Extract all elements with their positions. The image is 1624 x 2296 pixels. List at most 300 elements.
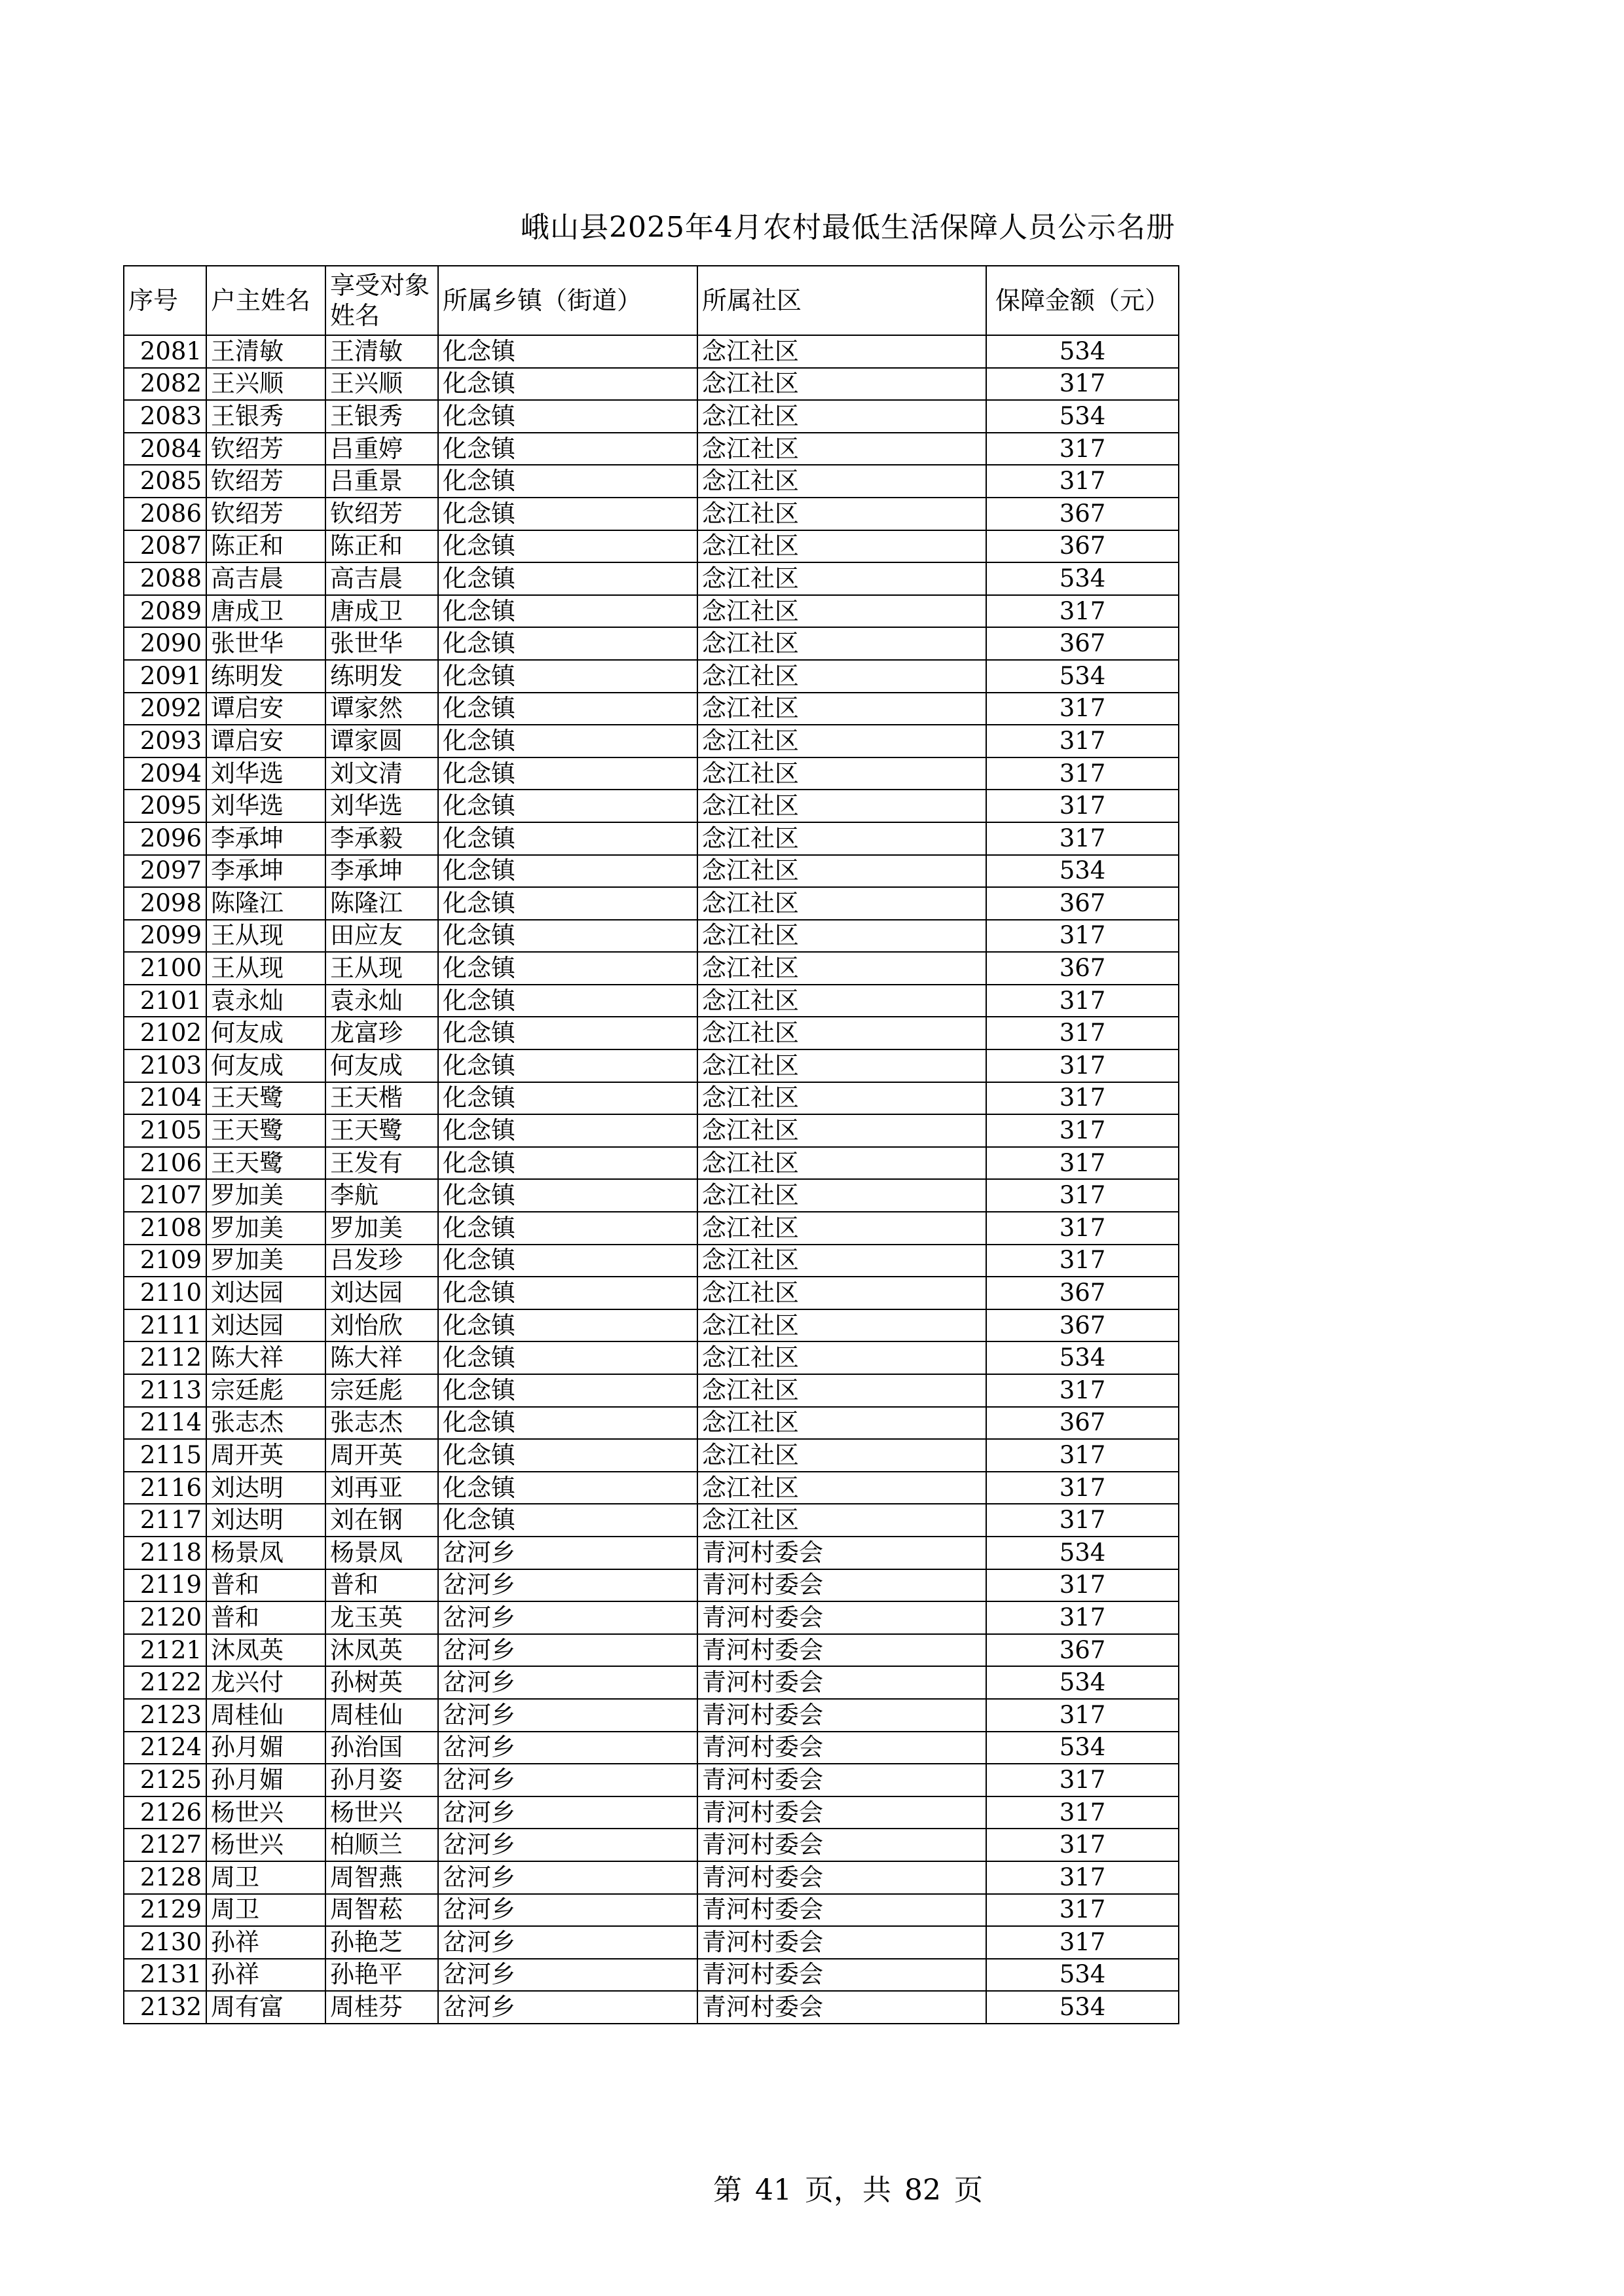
cell-town: 化念镇: [438, 1147, 697, 1180]
cell-community: 青河村委会: [697, 1601, 986, 1634]
cell-town: 化念镇: [438, 1017, 697, 1049]
cell-town: 化念镇: [438, 920, 697, 953]
cell-household-head: 钦绍芳: [206, 498, 325, 530]
cell-community: 念江社区: [697, 1504, 986, 1537]
cell-household-head: 刘达园: [206, 1309, 325, 1342]
cell-community: 念江社区: [697, 562, 986, 595]
header-community: 所属社区: [697, 266, 986, 335]
table-row: [124, 1732, 1179, 1764]
cell-amount: 317: [986, 465, 1179, 498]
cell-beneficiary: 刘再亚: [325, 1472, 438, 1504]
cell-household-head: 王天鹭: [206, 1147, 325, 1180]
table-row: [124, 1537, 1179, 1569]
cell-seq: 2084: [124, 433, 206, 465]
header-town: 所属乡镇（街道）: [438, 266, 697, 335]
cell-seq: 2092: [124, 693, 206, 725]
cell-beneficiary: 孙树英: [325, 1666, 438, 1699]
cell-seq: 2087: [124, 530, 206, 563]
cell-household-head: 周有富: [206, 1991, 325, 2024]
table-row: [124, 1829, 1179, 1861]
table-row: [124, 1017, 1179, 1049]
cell-household-head: 钦绍芳: [206, 465, 325, 498]
cell-seq: 2112: [124, 1341, 206, 1374]
cell-amount: 367: [986, 530, 1179, 563]
cell-household-head: 普和: [206, 1569, 325, 1602]
cell-seq: 2106: [124, 1147, 206, 1180]
cell-beneficiary: 杨世兴: [325, 1796, 438, 1829]
cell-town: 化念镇: [438, 335, 697, 368]
table-row: [124, 1894, 1179, 1927]
cell-seq: 2114: [124, 1407, 206, 1440]
cell-household-head: 陈大祥: [206, 1341, 325, 1374]
cell-seq: 2099: [124, 920, 206, 953]
cell-amount: 534: [986, 335, 1179, 368]
cell-beneficiary: 周桂仙: [325, 1699, 438, 1732]
cell-beneficiary: 王从现: [325, 952, 438, 985]
cell-amount: 317: [986, 985, 1179, 1017]
cell-community: 念江社区: [697, 400, 986, 433]
cell-seq: 2113: [124, 1374, 206, 1407]
cell-household-head: 杨世兴: [206, 1796, 325, 1829]
table-row: [124, 920, 1179, 953]
cell-community: 念江社区: [697, 1082, 986, 1115]
cell-household-head: 何友成: [206, 1017, 325, 1049]
cell-seq: 2088: [124, 562, 206, 595]
cell-household-head: 孙月媚: [206, 1764, 325, 1796]
table-row: [124, 725, 1179, 757]
cell-amount: 317: [986, 822, 1179, 855]
cell-amount: 367: [986, 1634, 1179, 1667]
cell-seq: 2100: [124, 952, 206, 985]
cell-community: 念江社区: [697, 920, 986, 953]
cell-community: 念江社区: [697, 1017, 986, 1049]
cell-community: 青河村委会: [697, 1894, 986, 1927]
cell-household-head: 杨景凤: [206, 1537, 325, 1569]
table-row: [124, 465, 1179, 498]
cell-town: 岔河乡: [438, 1537, 697, 1569]
cell-amount: 317: [986, 1245, 1179, 1277]
table-row: [124, 1407, 1179, 1440]
table-row: [124, 1049, 1179, 1082]
cell-town: 岔河乡: [438, 1861, 697, 1894]
table-row: [124, 1569, 1179, 1602]
cell-seq: 2126: [124, 1796, 206, 1829]
cell-household-head: 普和: [206, 1601, 325, 1634]
cell-amount: 534: [986, 1732, 1179, 1764]
cell-beneficiary: 王银秀: [325, 400, 438, 433]
cell-community: 念江社区: [697, 1472, 986, 1504]
cell-beneficiary: 刘文清: [325, 757, 438, 790]
cell-household-head: 刘达明: [206, 1504, 325, 1537]
cell-household-head: 孙祥: [206, 1959, 325, 1992]
cell-beneficiary: 练明发: [325, 660, 438, 693]
cell-household-head: 张世华: [206, 627, 325, 660]
cell-community: 青河村委会: [697, 1861, 986, 1894]
cell-town: 岔河乡: [438, 1732, 697, 1764]
cell-town: 化念镇: [438, 985, 697, 1017]
table-row: [124, 1082, 1179, 1115]
cell-town: 化念镇: [438, 822, 697, 855]
cell-beneficiary: 刘达园: [325, 1277, 438, 1309]
cell-household-head: 周卫: [206, 1861, 325, 1894]
cell-town: 化念镇: [438, 465, 697, 498]
table-row: [124, 1504, 1179, 1537]
table-header: [124, 266, 1179, 335]
cell-town: 岔河乡: [438, 1796, 697, 1829]
cell-town: 岔河乡: [438, 1569, 697, 1602]
cell-community: 念江社区: [697, 1277, 986, 1309]
table-row: [124, 855, 1179, 888]
cell-beneficiary: 陈隆江: [325, 887, 438, 920]
cell-beneficiary: 李承毅: [325, 822, 438, 855]
cell-community: 念江社区: [697, 1114, 986, 1147]
cell-seq: 2110: [124, 1277, 206, 1309]
cell-beneficiary: 吕发珍: [325, 1245, 438, 1277]
cell-seq: 2098: [124, 887, 206, 920]
header-beneficiary: 享受对象姓名: [325, 266, 438, 335]
table-row: [124, 627, 1179, 660]
cell-amount: 317: [986, 1504, 1179, 1537]
cell-amount: 367: [986, 498, 1179, 530]
table-row: [124, 335, 1179, 368]
table-row: [124, 1212, 1179, 1245]
cell-beneficiary: 龙富珍: [325, 1017, 438, 1049]
table-row: [124, 530, 1179, 563]
cell-household-head: 周开英: [206, 1439, 325, 1472]
cell-beneficiary: 王天楷: [325, 1082, 438, 1115]
cell-town: 化念镇: [438, 1504, 697, 1537]
cell-household-head: 宗廷彪: [206, 1374, 325, 1407]
cell-seq: 2132: [124, 1991, 206, 2024]
cell-beneficiary: 刘怡欣: [325, 1309, 438, 1342]
table-row: [124, 822, 1179, 855]
table-row: [124, 433, 1179, 465]
cell-beneficiary: 柏顺兰: [325, 1829, 438, 1861]
cell-amount: 534: [986, 660, 1179, 693]
cell-household-head: 王从现: [206, 920, 325, 953]
cell-community: 念江社区: [697, 1309, 986, 1342]
table-row: [124, 1634, 1179, 1667]
cell-seq: 2102: [124, 1017, 206, 1049]
table-row: [124, 1341, 1179, 1374]
cell-town: 化念镇: [438, 1245, 697, 1277]
cell-town: 化念镇: [438, 1212, 697, 1245]
cell-community: 念江社区: [697, 855, 986, 888]
header-amount: 保障金额（元）: [986, 266, 1179, 335]
cell-community: 念江社区: [697, 1341, 986, 1374]
table-row: [124, 887, 1179, 920]
cell-town: 化念镇: [438, 1082, 697, 1115]
table-row: [124, 1959, 1179, 1992]
cell-town: 化念镇: [438, 1341, 697, 1374]
header-seq: 序号: [124, 266, 206, 335]
cell-seq: 2094: [124, 757, 206, 790]
cell-beneficiary: 李航: [325, 1179, 438, 1212]
cell-community: 念江社区: [697, 433, 986, 465]
cell-community: 念江社区: [697, 725, 986, 757]
table-row: [124, 1245, 1179, 1277]
cell-amount: 317: [986, 433, 1179, 465]
table-row: [124, 1796, 1179, 1829]
cell-seq: 2128: [124, 1861, 206, 1894]
cell-amount: 367: [986, 1277, 1179, 1309]
cell-community: 青河村委会: [697, 1569, 986, 1602]
page-footer: 第 41 页，共 82 页: [713, 2174, 983, 2207]
cell-household-head: 刘达明: [206, 1472, 325, 1504]
cell-beneficiary: 谭家圆: [325, 725, 438, 757]
cell-community: 念江社区: [697, 660, 986, 693]
cell-amount: 317: [986, 1699, 1179, 1732]
cell-beneficiary: 杨景凤: [325, 1537, 438, 1569]
cell-beneficiary: 高吉晨: [325, 562, 438, 595]
cell-community: 青河村委会: [697, 1829, 986, 1861]
cell-household-head: 陈正和: [206, 530, 325, 563]
cell-beneficiary: 唐成卫: [325, 595, 438, 628]
cell-community: 念江社区: [697, 368, 986, 401]
table-row: [124, 1601, 1179, 1634]
cell-seq: 2118: [124, 1537, 206, 1569]
cell-community: 念江社区: [697, 530, 986, 563]
cell-amount: 317: [986, 595, 1179, 628]
cell-town: 岔河乡: [438, 1991, 697, 2024]
table-row: [124, 1926, 1179, 1959]
cell-community: 念江社区: [697, 1179, 986, 1212]
cell-household-head: 王天鹭: [206, 1114, 325, 1147]
cell-town: 化念镇: [438, 1049, 697, 1082]
cell-household-head: 王天鹭: [206, 1082, 325, 1115]
cell-seq: 2131: [124, 1959, 206, 1992]
cell-household-head: 孙祥: [206, 1926, 325, 1959]
cell-amount: 317: [986, 1114, 1179, 1147]
table-row: [124, 660, 1179, 693]
cell-amount: 534: [986, 1959, 1179, 1992]
table-row: [124, 1179, 1179, 1212]
cell-community: 念江社区: [697, 1212, 986, 1245]
cell-amount: 317: [986, 1179, 1179, 1212]
cell-household-head: 王从现: [206, 952, 325, 985]
cell-community: 念江社区: [697, 1374, 986, 1407]
cell-town: 化念镇: [438, 1277, 697, 1309]
cell-town: 岔河乡: [438, 1959, 697, 1992]
cell-amount: 317: [986, 1472, 1179, 1504]
header-household-head: 户主姓名: [206, 266, 325, 335]
cell-beneficiary: 王天鹭: [325, 1114, 438, 1147]
cell-household-head: 钦绍芳: [206, 433, 325, 465]
table-row: [124, 1309, 1179, 1342]
cell-amount: 317: [986, 368, 1179, 401]
cell-town: 化念镇: [438, 1374, 697, 1407]
cell-household-head: 周卫: [206, 1894, 325, 1927]
cell-town: 化念镇: [438, 952, 697, 985]
cell-town: 岔河乡: [438, 1894, 697, 1927]
cell-seq: 2115: [124, 1439, 206, 1472]
cell-household-head: 罗加美: [206, 1245, 325, 1277]
cell-community: 念江社区: [697, 498, 986, 530]
cell-town: 化念镇: [438, 368, 697, 401]
cell-beneficiary: 陈正和: [325, 530, 438, 563]
cell-seq: 2081: [124, 335, 206, 368]
table-row: [124, 1991, 1179, 2024]
cell-community: 念江社区: [697, 1439, 986, 1472]
cell-community: 青河村委会: [697, 1732, 986, 1764]
table-row: [124, 498, 1179, 530]
cell-amount: 367: [986, 627, 1179, 660]
cell-seq: 2104: [124, 1082, 206, 1115]
cell-town: 化念镇: [438, 1114, 697, 1147]
cell-amount: 317: [986, 790, 1179, 822]
cell-community: 青河村委会: [697, 1991, 986, 2024]
cell-amount: 367: [986, 952, 1179, 985]
page-title: 峨山县2025年4月农村最低生活保障人员公示名册: [521, 211, 1175, 244]
cell-town: 化念镇: [438, 530, 697, 563]
cell-town: 化念镇: [438, 1309, 697, 1342]
cell-household-head: 李承坤: [206, 855, 325, 888]
cell-community: 念江社区: [697, 1407, 986, 1440]
cell-community: 念江社区: [697, 790, 986, 822]
cell-community: 青河村委会: [697, 1926, 986, 1959]
cell-beneficiary: 刘华选: [325, 790, 438, 822]
cell-seq: 2096: [124, 822, 206, 855]
table-row: [124, 790, 1179, 822]
cell-seq: 2124: [124, 1732, 206, 1764]
table-row: [124, 595, 1179, 628]
table-row: [124, 1147, 1179, 1180]
cell-amount: 317: [986, 1212, 1179, 1245]
cell-seq: 2116: [124, 1472, 206, 1504]
cell-household-head: 罗加美: [206, 1179, 325, 1212]
cell-community: 青河村委会: [697, 1959, 986, 1992]
cell-seq: 2095: [124, 790, 206, 822]
cell-amount: 317: [986, 920, 1179, 953]
cell-amount: 317: [986, 1926, 1179, 1959]
cell-seq: 2097: [124, 855, 206, 888]
cell-community: 青河村委会: [697, 1666, 986, 1699]
cell-beneficiary: 张世华: [325, 627, 438, 660]
cell-household-head: 刘华选: [206, 757, 325, 790]
table-row: [124, 757, 1179, 790]
cell-beneficiary: 孙月姿: [325, 1764, 438, 1796]
cell-amount: 317: [986, 1374, 1179, 1407]
cell-beneficiary: 龙玉英: [325, 1601, 438, 1634]
cell-town: 化念镇: [438, 725, 697, 757]
cell-household-head: 谭启安: [206, 693, 325, 725]
cell-amount: 317: [986, 1764, 1179, 1796]
cell-seq: 2090: [124, 627, 206, 660]
cell-beneficiary: 周智菘: [325, 1894, 438, 1927]
cell-beneficiary: 张志杰: [325, 1407, 438, 1440]
cell-amount: 534: [986, 1991, 1179, 2024]
cell-town: 岔河乡: [438, 1699, 697, 1732]
cell-seq: 2111: [124, 1309, 206, 1342]
table-row: [124, 1114, 1179, 1147]
cell-beneficiary: 袁永灿: [325, 985, 438, 1017]
table-row: [124, 1764, 1179, 1796]
table-row: [124, 1666, 1179, 1699]
cell-seq: 2101: [124, 985, 206, 1017]
cell-household-head: 刘达园: [206, 1277, 325, 1309]
cell-town: 岔河乡: [438, 1926, 697, 1959]
cell-seq: 2117: [124, 1504, 206, 1537]
cell-beneficiary: 罗加美: [325, 1212, 438, 1245]
cell-household-head: 张志杰: [206, 1407, 325, 1440]
cell-town: 化念镇: [438, 660, 697, 693]
cell-seq: 2107: [124, 1179, 206, 1212]
cell-seq: 2123: [124, 1699, 206, 1732]
cell-beneficiary: 孙艳平: [325, 1959, 438, 1992]
cell-town: 岔河乡: [438, 1666, 697, 1699]
cell-town: 化念镇: [438, 433, 697, 465]
cell-amount: 534: [986, 562, 1179, 595]
table-row: [124, 562, 1179, 595]
cell-household-head: 唐成卫: [206, 595, 325, 628]
cell-amount: 534: [986, 855, 1179, 888]
cell-town: 岔河乡: [438, 1764, 697, 1796]
cell-seq: 2108: [124, 1212, 206, 1245]
cell-community: 念江社区: [697, 465, 986, 498]
cell-amount: 534: [986, 1341, 1179, 1374]
cell-community: 青河村委会: [697, 1764, 986, 1796]
cell-town: 岔河乡: [438, 1829, 697, 1861]
cell-community: 念江社区: [697, 693, 986, 725]
cell-amount: 317: [986, 693, 1179, 725]
cell-town: 化念镇: [438, 400, 697, 433]
table-row: [124, 368, 1179, 401]
cell-seq: 2103: [124, 1049, 206, 1082]
cell-beneficiary: 王发有: [325, 1147, 438, 1180]
table-row: [124, 400, 1179, 433]
cell-town: 岔河乡: [438, 1601, 697, 1634]
cell-household-head: 王清敏: [206, 335, 325, 368]
cell-town: 化念镇: [438, 1439, 697, 1472]
cell-community: 念江社区: [697, 1049, 986, 1082]
cell-amount: 367: [986, 887, 1179, 920]
cell-beneficiary: 王清敏: [325, 335, 438, 368]
table-row: [124, 1277, 1179, 1309]
cell-beneficiary: 周智燕: [325, 1861, 438, 1894]
cell-household-head: 练明发: [206, 660, 325, 693]
cell-household-head: 龙兴付: [206, 1666, 325, 1699]
cell-community: 念江社区: [697, 335, 986, 368]
cell-amount: 534: [986, 1666, 1179, 1699]
cell-household-head: 高吉晨: [206, 562, 325, 595]
cell-amount: 317: [986, 1829, 1179, 1861]
cell-household-head: 袁永灿: [206, 985, 325, 1017]
cell-town: 化念镇: [438, 1179, 697, 1212]
cell-amount: 317: [986, 1439, 1179, 1472]
cell-community: 念江社区: [697, 757, 986, 790]
cell-beneficiary: 周桂芬: [325, 1991, 438, 2024]
cell-community: 念江社区: [697, 887, 986, 920]
cell-household-head: 罗加美: [206, 1212, 325, 1245]
cell-community: 青河村委会: [697, 1796, 986, 1829]
table-row: [124, 693, 1179, 725]
cell-seq: 2122: [124, 1666, 206, 1699]
cell-seq: 2130: [124, 1926, 206, 1959]
cell-household-head: 孙月媚: [206, 1732, 325, 1764]
cell-town: 化念镇: [438, 498, 697, 530]
cell-town: 化念镇: [438, 627, 697, 660]
cell-amount: 317: [986, 1894, 1179, 1927]
cell-amount: 317: [986, 1569, 1179, 1602]
cell-amount: 534: [986, 1537, 1179, 1569]
cell-seq: 2127: [124, 1829, 206, 1861]
cell-beneficiary: 沐凤英: [325, 1634, 438, 1667]
cell-household-head: 沐凤英: [206, 1634, 325, 1667]
cell-community: 青河村委会: [697, 1537, 986, 1569]
cell-town: 化念镇: [438, 757, 697, 790]
cell-community: 青河村委会: [697, 1699, 986, 1732]
cell-household-head: 周桂仙: [206, 1699, 325, 1732]
